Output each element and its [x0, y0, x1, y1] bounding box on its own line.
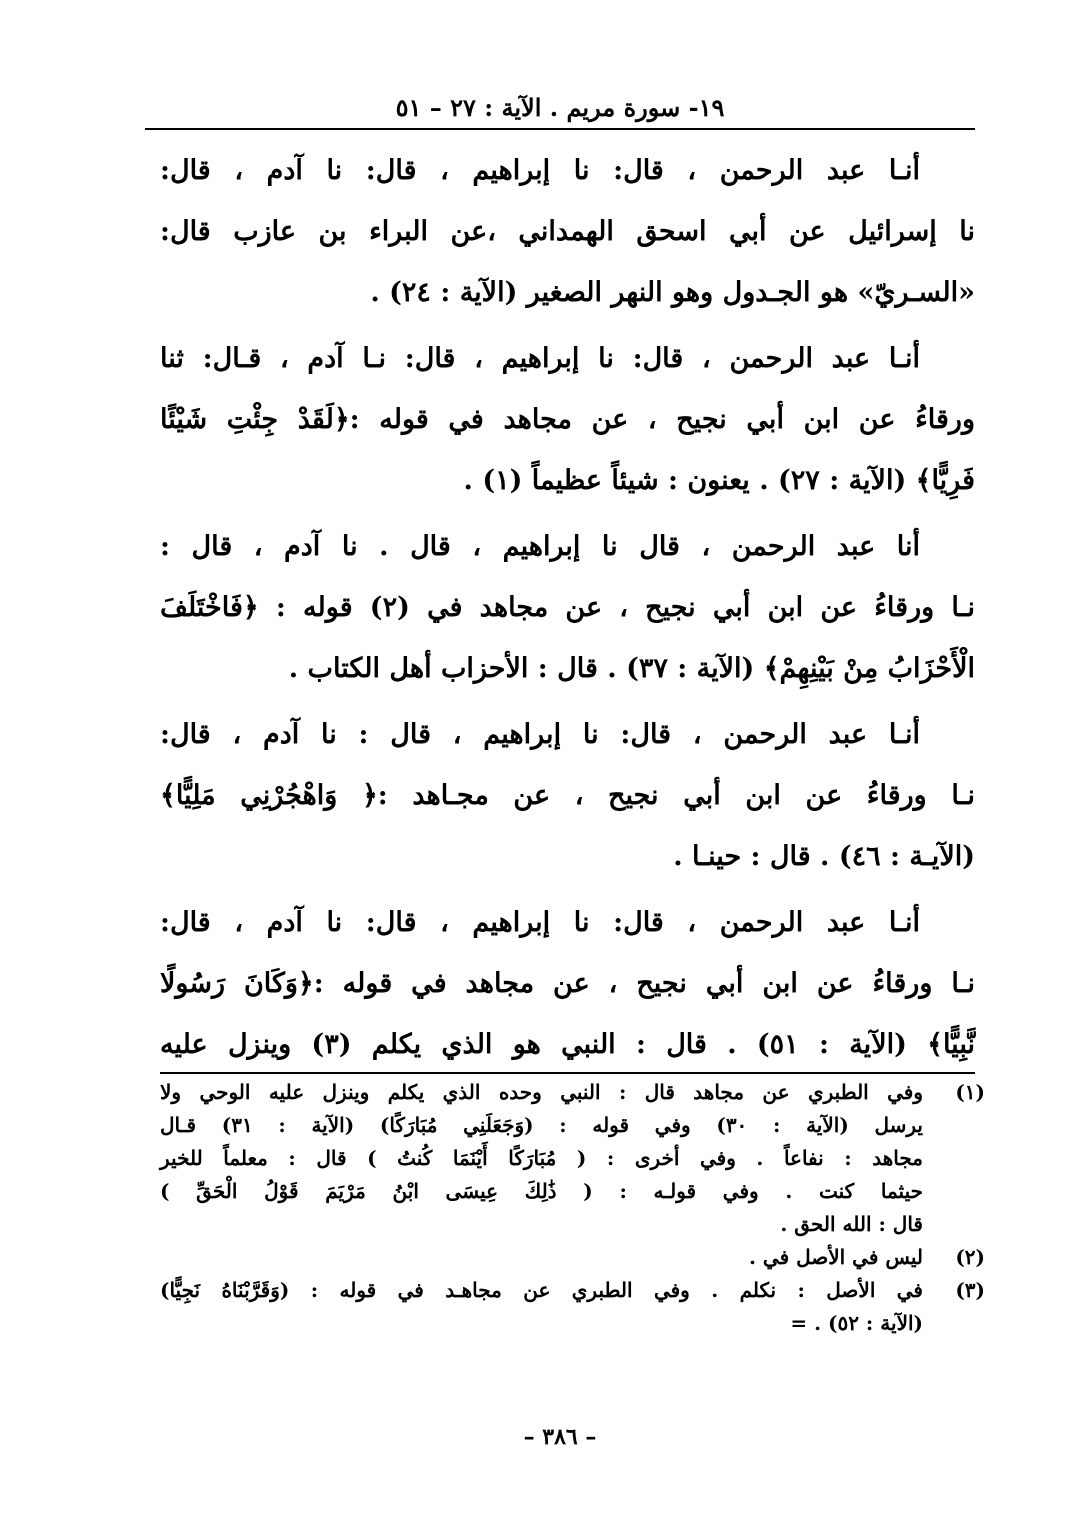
paragraph-3	[160, 516, 975, 699]
page-number: – ٣٨٦ –	[523, 1424, 597, 1450]
text-line: (الآيـة : ٤٦) . قال : حينـا .	[673, 841, 975, 872]
footnote-line: يرسل (الآية : ٣٠) وفي قوله : (وَجَعَلَنِي مُبَارَكًا) (الآية : ٣١) قـال	[160, 1113, 923, 1137]
text-line: نـا ورقاءُ عن ابن أبي نجيح ، عن مجاهد في قوله :﴿وَكَانَ رَسُولًا	[160, 968, 975, 999]
main-text	[160, 140, 975, 1080]
paragraph-4	[160, 704, 975, 887]
running-header: ١٩- سورة مريم . الآية : ٢٧ – ٥١	[395, 93, 725, 122]
text-line: فَرِيًّا﴾ (الآية : ٢٧) . يعنون : شيئاً عظيماً (١) .	[463, 465, 975, 496]
footnote-line: ليس في الأصل في .	[749, 1245, 923, 1269]
text-line: أنـا عبد الرحمن ، قال: نا إبراهيم ، قال: نا آدم ، قال:	[160, 155, 920, 186]
text-line: «السـريّ» هو الجـدول وهو النهر الصغير (الآية : ٢٤) .	[370, 277, 975, 308]
text-line: نا إسرائيل عن أبي اسحق الهمداني ،عن البراء بن عازب قال:	[160, 216, 975, 247]
footnote-body	[160, 1076, 923, 1241]
footnote-3	[160, 1274, 985, 1340]
footnote-line: حيثما كنت . وفي قولـه : ( ذَٰلِكَ عِيسَى ابْنُ مَرْيَمَ قَوْلُ الْحَقِّ )	[160, 1179, 923, 1203]
text-line: الْأَحْزَابُ مِنْ بَيْنِهِمْ﴾ (الآية : ٣٧) . قال : الأحزاب أهل الكتاب .	[288, 653, 975, 684]
text-line: أنـا عبد الرحمن ، قال: نا إبراهيم ، قال: نا آدم ، قال:	[160, 907, 920, 938]
text-line: أنا عبد الرحمن ، قال نا إبراهيم ، قال . نا آدم ، قال :	[160, 531, 920, 562]
footnote-2	[160, 1241, 985, 1274]
footnote-body	[160, 1241, 923, 1274]
footnote-line: في الأصل : نكلم . وفي الطبري عن مجاهـد في قوله : (وَقَرَّبْنَاهُ نَجِيًّا)	[160, 1278, 923, 1302]
paragraph-1	[160, 140, 975, 323]
text-line: أنـا عبد الرحمن ، قال: نا إبراهيم ، قال : نا آدم ، قال:	[160, 719, 920, 750]
text-line: نـا ورقاءُ عن ابن أبي نجيح ، عن مجـاهد :﴿ وَاهْجُرْنِي مَلِيًّا﴾	[160, 780, 975, 811]
footnote-rule	[160, 1072, 975, 1074]
footnote-number: (٢)	[955, 1245, 985, 1269]
footnote-1	[160, 1076, 985, 1241]
paragraph-2	[160, 328, 975, 511]
footnotes	[160, 1076, 985, 1340]
footnote-line: مجاهد : نفاعاً . وفي أخرى : ( مُبَارَكًا أَيْنَمَا كُنتُ ) قال : معلماً للخير	[160, 1146, 923, 1170]
text-line: نـا ورقاءُ عن ابن أبي نجيح ، عن مجاهد في (٢) قوله : ﴿فَاخْتَلَفَ	[160, 592, 975, 623]
text-line: نَّبِيًّا﴾ (الآية : ٥١) . قال : النبي هو الذي يكلم (٣) وينزل عليه	[160, 1029, 975, 1060]
text-line: ورقاءُ عن ابن أبي نجيح ، عن مجاهد في قوله :﴿لَقَدْ جِئْتِ شَيْئًا	[160, 404, 975, 435]
footnote-line: قال : الله الحق .	[780, 1212, 923, 1236]
paragraph-5	[160, 892, 975, 1075]
footnote-number: (١)	[955, 1080, 985, 1104]
footnote-line: (الآية : ٥٢) . =	[790, 1311, 923, 1335]
header-rule	[145, 128, 975, 130]
text-line: أنـا عبد الرحمن ، قال: نا إبراهيم ، قال: نـا آدم ، قـال: ثنا	[160, 343, 920, 374]
footnote-number: (٣)	[955, 1278, 985, 1302]
footnote-body	[160, 1274, 923, 1340]
footnote-line: وفي الطبري عن مجاهد قال : النبي وحده الذي يكلم وينزل عليه الوحي ولا	[160, 1080, 923, 1104]
